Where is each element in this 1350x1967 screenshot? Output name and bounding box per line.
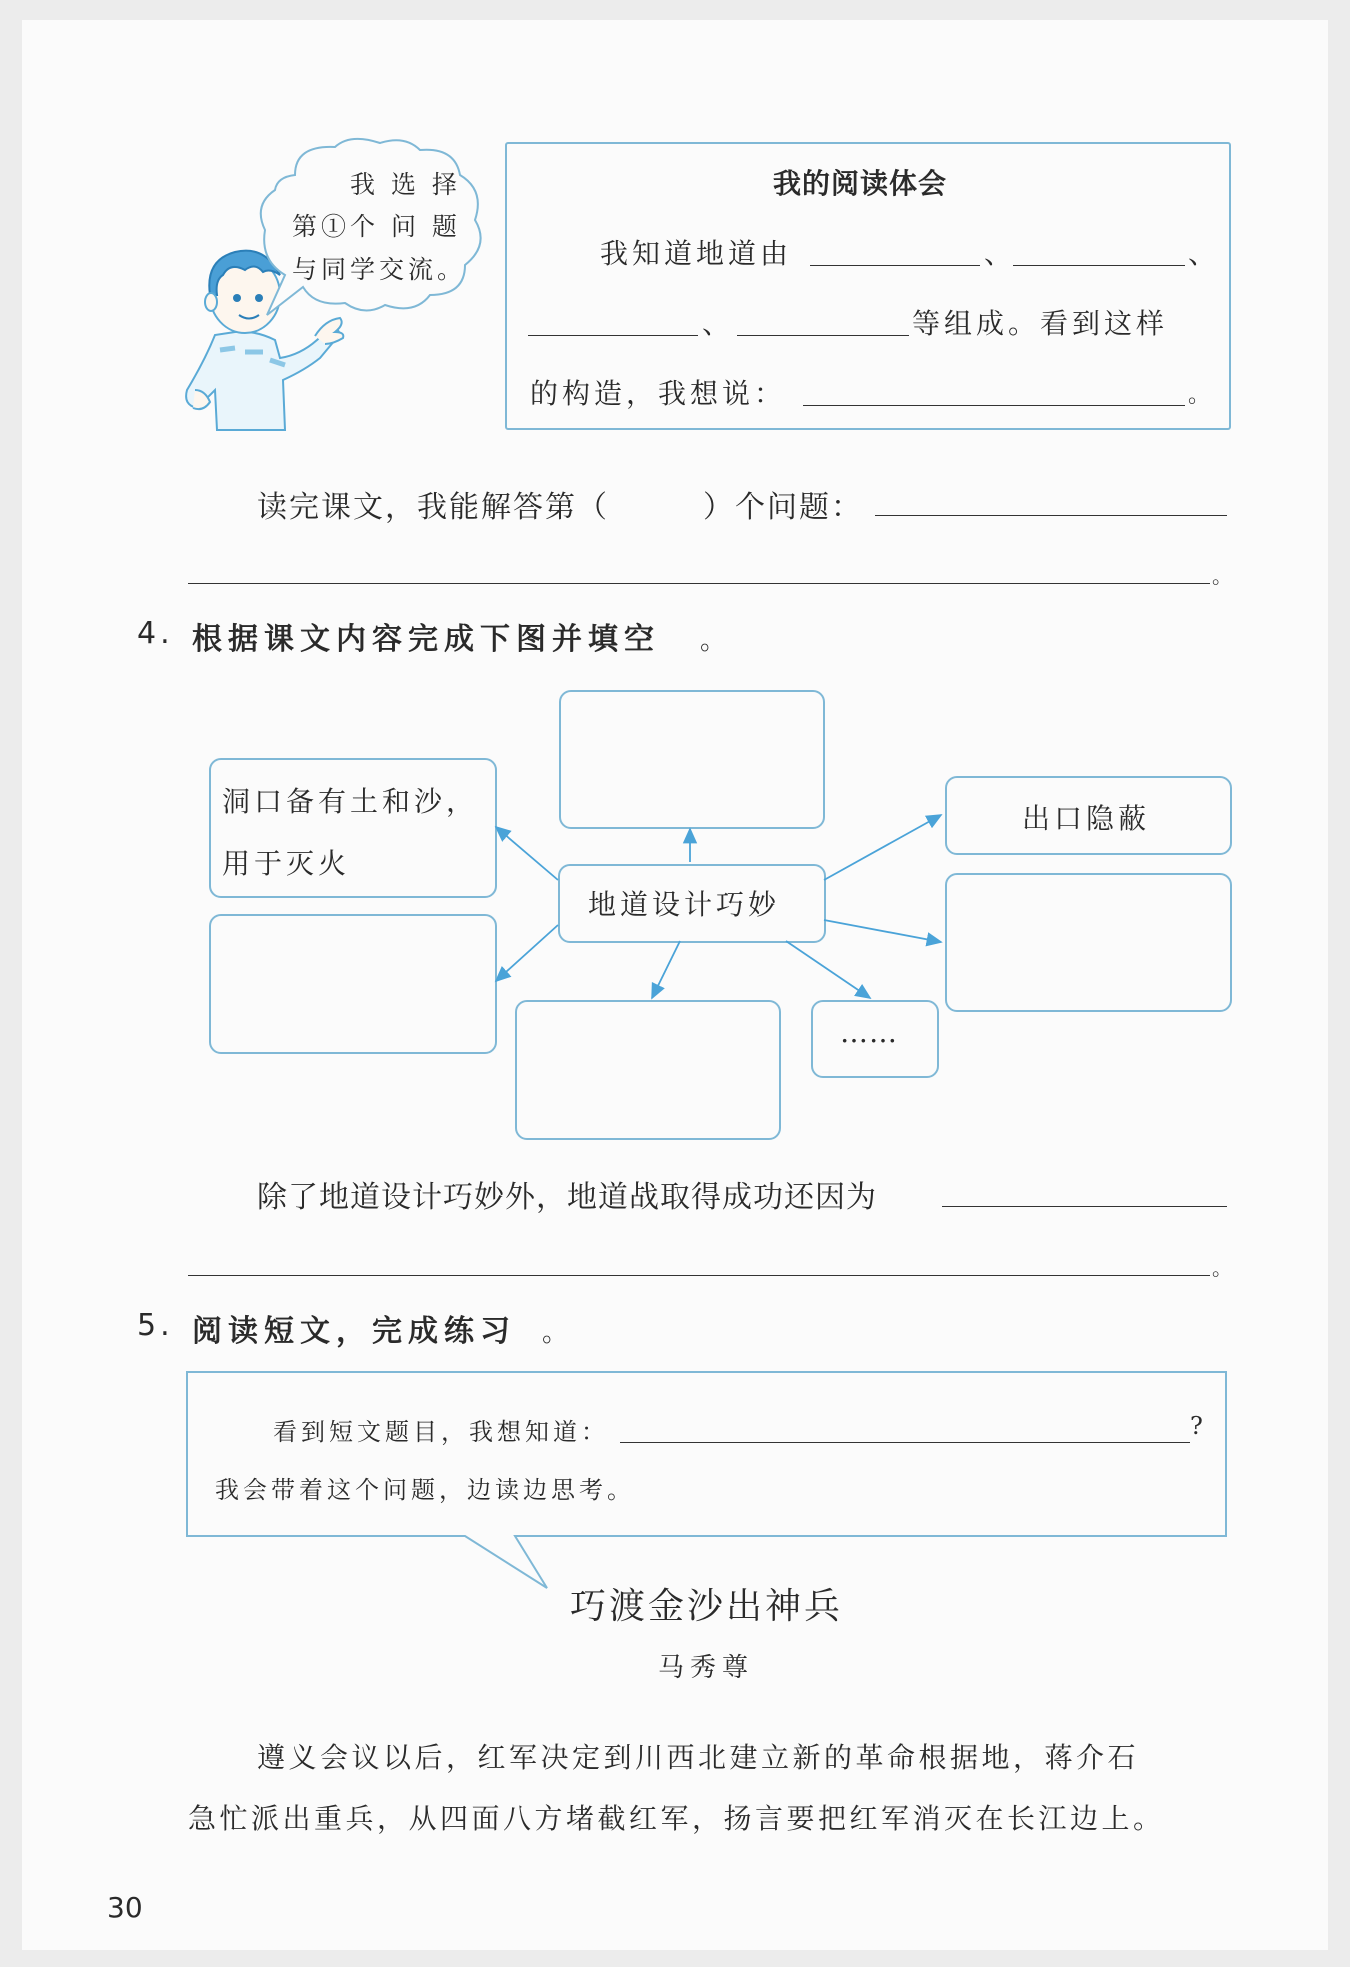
bubble-line-2: 第①个 问 题 [292,212,461,241]
article-title: 巧渡金沙出神兵 [570,1586,844,1627]
box-left-top-line1: 洞口备有土和沙， [222,785,479,818]
arrow-left-bottom [496,925,558,981]
period: 。 [1212,1256,1236,1280]
separator: 、 [702,307,735,340]
q5-title-end: 。 [542,1318,573,1348]
period: 。 [1212,564,1236,588]
arrow-right-bottom [824,920,941,942]
callout-line-1: 看到短文题目，我想知道： [273,1418,609,1446]
article-author: 马秀尊 [658,1653,755,1683]
q4-fill-prompt: 除了地道设计巧妙外，地道战取得成功还因为 [257,1180,877,1215]
bubble-line-3: 与同学交流。 [292,255,467,284]
q4-title-end: 。 [700,626,731,656]
arrow-right-top [824,815,941,880]
diagram-center-label: 地道设计巧妙 [588,888,781,921]
question-blank[interactable] [620,1442,1190,1443]
diagram-ellipsis: …… [840,1016,898,1049]
bubble-line-1: 我 选 择 [350,170,461,199]
article-para-line-1: 遵义会议以后，红军决定到川西北建立新的革命根据地，蒋介石 [257,1741,1140,1774]
page-number: 30 [107,1891,143,1924]
q4-title: 根据课文内容完成下图并填空 [192,622,660,657]
q4-answer-blank-2[interactable] [188,1275,1210,1276]
arrow-left-top [496,827,558,880]
arrow-bottom [652,941,680,998]
q3-prompt-a: 读完课文，我能解答第（ [257,490,609,525]
reading-line2-suffix: 等组成。看到这样 [912,307,1169,340]
q5-number: 5. [137,1308,174,1343]
period: 。 [1188,383,1215,408]
question-mark: ? [1190,1412,1207,1440]
callout-line-2: 我会带着这个问题，边读边思考。 [215,1476,635,1504]
q4-number: 4. [137,616,174,651]
reading-line1-prefix: 我知道地道由 [600,237,793,270]
arrow-ellipsis [786,941,870,998]
box-left-top-line2: 用于灭火 [222,847,351,880]
q3-prompt-b: ）个问题： [703,490,863,525]
article-para-line-2: 急忙派出重兵，从四面八方堵截红军，扬言要把红军消灭在长江边上。 [188,1802,1165,1835]
q4-answer-blank[interactable] [942,1206,1227,1207]
q5-title: 阅读短文，完成练习 [192,1314,516,1349]
separator: 、 [984,237,1017,270]
box-right-top-label: 出口隐蔽 [1022,802,1151,835]
reading-box-title: 我的阅读体会 [773,167,948,200]
separator: 、 [1188,237,1221,270]
reading-line3-prefix: 的构造，我想说： [530,377,787,410]
